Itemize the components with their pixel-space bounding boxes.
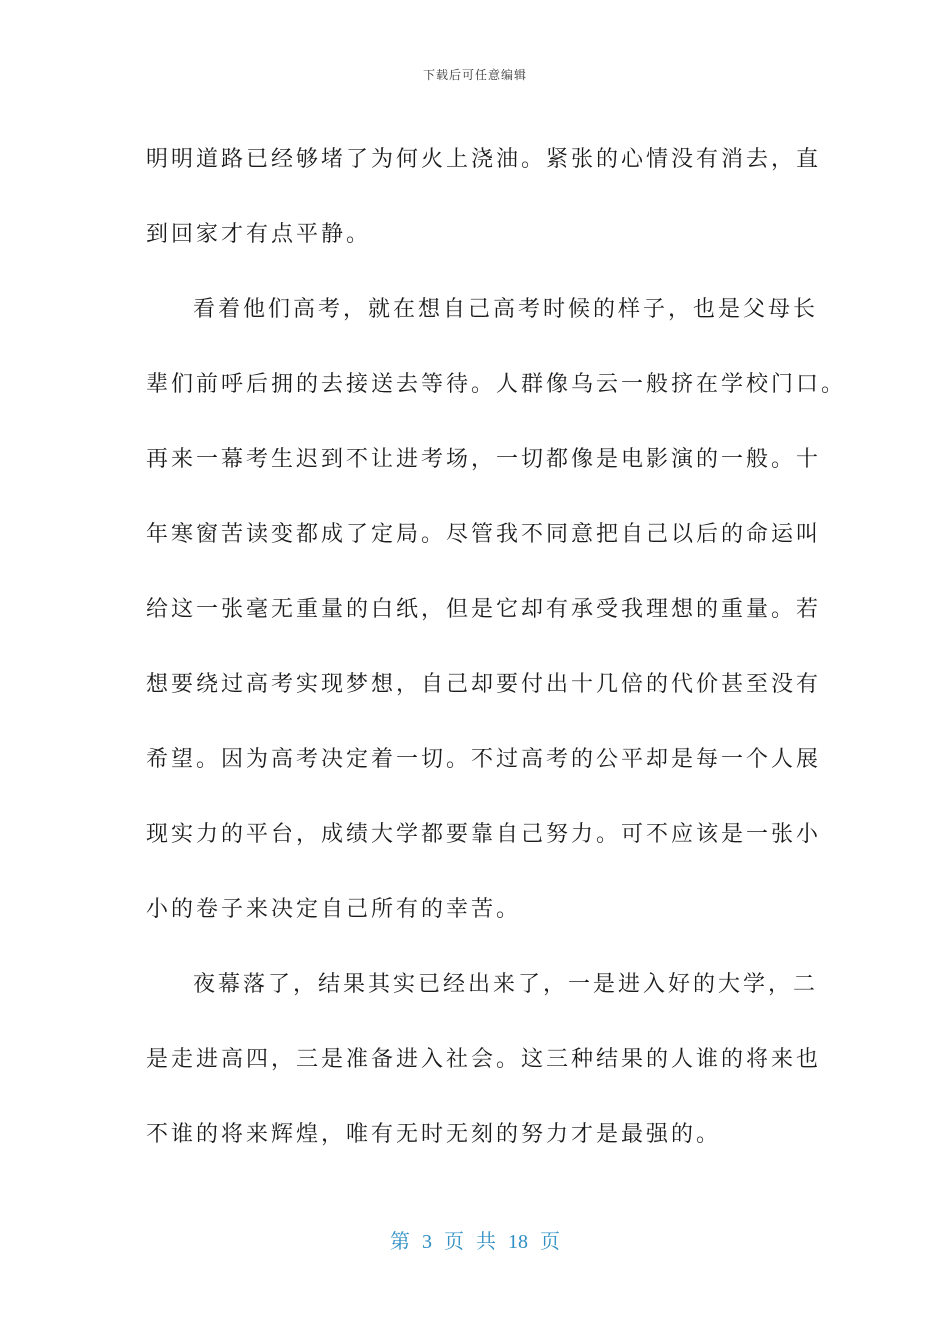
paragraph-2-line-5: 给这一张毫无重量的白纸，但是它却有承受我理想的重量。若: [146, 597, 822, 622]
page-prefix: 第: [390, 1231, 410, 1253]
paragraph-3-line-2: 是走进高四，三是准备进入社会。这三种结果的人谁的将来也: [146, 1047, 822, 1072]
paragraph-2-line-9: 小的卷子来决定自己所有的幸苦。: [146, 897, 522, 922]
paragraph-2-line-8: 现实力的平台，成绩大学都要靠自己努力。可不应该是一张小: [146, 822, 822, 847]
paragraph-2-line-7: 希望。因为高考决定着一切。不过高考的公平却是每一个人展: [146, 747, 822, 772]
page-number-footer: [0, 1225, 950, 1254]
current-page-number: 3: [422, 1231, 432, 1253]
paragraph-3-line-3: 不谁的将来辉煌，唯有无时无刻的努力才是最强的。: [146, 1122, 722, 1147]
paragraph-2-line-4: 年寒窗苦读变都成了定局。尽管我不同意把自己以后的命运叫: [146, 522, 822, 547]
paragraph-3-line-1: 夜幕落了，结果其实已经出来了，一是进入好的大学，二: [193, 972, 819, 997]
paragraph-2-line-6: 想要绕过高考实现梦想，自己却要付出十几倍的代价甚至没有: [146, 672, 822, 697]
paragraph-1-line-1: 明明道路已经够堵了为何火上浇油。紧张的心情没有消去，直: [146, 147, 822, 172]
paragraph-1-line-2: 到回家才有点平静。: [146, 222, 372, 247]
header-note: 下载后可任意编辑: [422, 68, 527, 82]
paragraph-2-line-3: 再来一幕考生迟到不让进考场，一切都像是电影演的一般。十: [146, 447, 822, 472]
total-page-number: 18: [508, 1231, 528, 1253]
paragraph-2-line-2: 辈们前呼后拥的去接送去等待。人群像乌云一般挤在学校门口。: [146, 372, 847, 397]
page-suffix: 页: [540, 1231, 560, 1253]
document-body: [146, 122, 847, 1172]
total-label: 共: [476, 1231, 496, 1253]
page-label: 页: [444, 1231, 464, 1253]
paragraph-2-line-1: 看着他们高考，就在想自己高考时候的样子，也是父母长: [193, 297, 819, 322]
